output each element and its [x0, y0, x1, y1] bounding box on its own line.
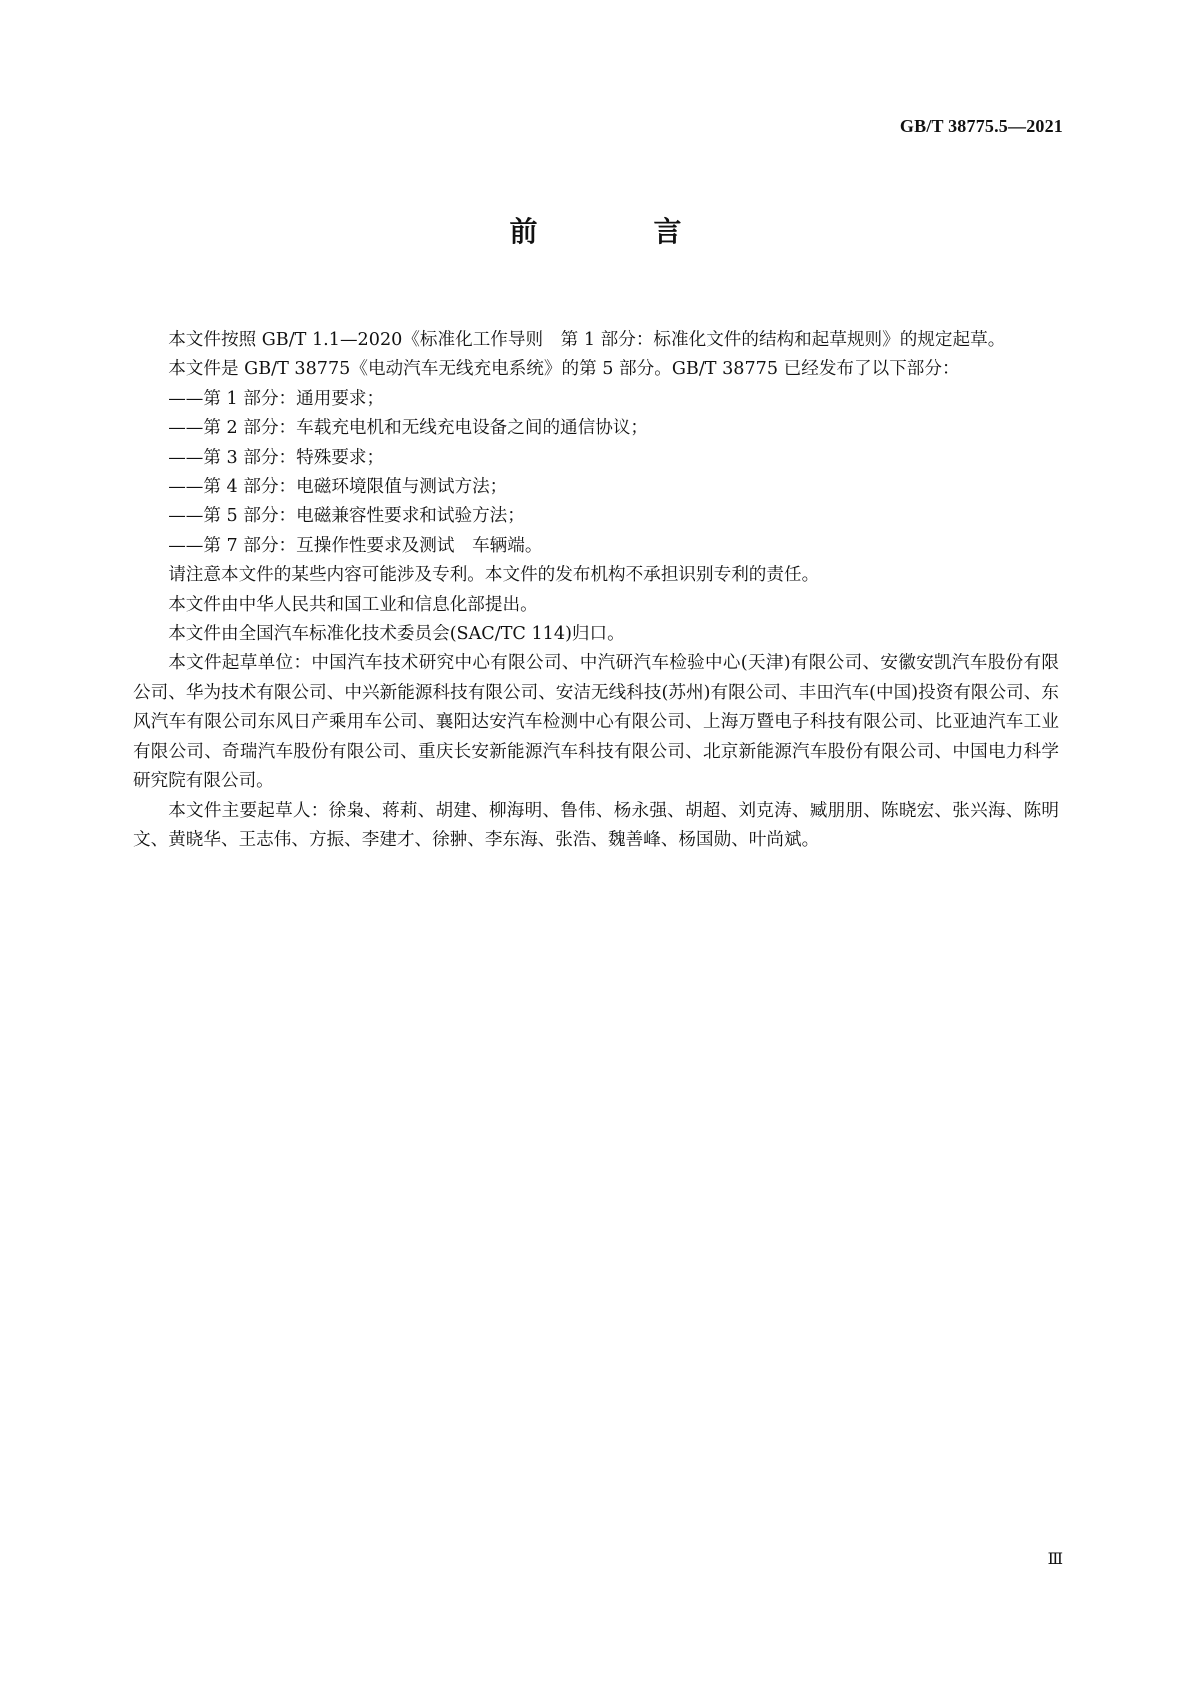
- document-body: [133, 326, 1059, 855]
- paragraph-patent-notice: 请注意本文件的某些内容可能涉及专利。本文件的发布机构不承担识别专利的责任。: [168, 565, 820, 586]
- list-item-part-2: ——第 2 部分：车载充电机和无线充电设备之间的通信协议；: [168, 418, 649, 439]
- paragraph-drafters: 本文件主要起草人：徐枭、蒋莉、胡建、柳海明、鲁伟、杨永强、胡超、刘克涛、臧朋朋、陈晓宏、张兴海、陈明文、黄晓华、王志伟、方振、李建才、徐翀、李东海、张浩、魏善峰、杨国勋、叶尚斌。: [133, 800, 1059, 850]
- paragraph-drafting-rules: 本文件按照 GB/T 1.1—2020《标准化工作导则 第 1 部分：标准化文件的结构和起草规则》的规定起草。: [168, 330, 1006, 350]
- list-item-part-1: ——第 1 部分：通用要求；: [168, 388, 385, 409]
- list-item-part-4: ——第 4 部分：电磁环境限值与测试方法；: [168, 477, 508, 498]
- paragraph-drafting-organizations: 本文件起草单位：中国汽车技术研究中心有限公司、中汽研汽车检验中心(天津)有限公司、安徽安凯汽车股份有限公司、华为技术有限公司、中兴新能源科技有限公司、安洁无线科技(苏州)有限公司、丰田汽车(中国)投资有限公司、东风汽车有限公司东风日产乘用车公司、襄阳达安汽车检测中心有限公司、上海万暨电子科技有限公司、比亚迪汽车工业有限公司、奇瑞汽车股份有限公司、重庆长安新能源汽车科技有限公司、北京新能源汽车股份有限公司、中国电力科学研究院有限公司。: [133, 653, 1059, 792]
- page-title: 前 言: [509, 215, 726, 248]
- paragraph-proposed-by: 本文件由中华人民共和国工业和信息化部提出。: [168, 594, 538, 615]
- page-number: Ⅲ: [1047, 1551, 1063, 1568]
- paragraph-managed-by: 本文件由全国汽车标准化技术委员会(SAC/TC 114)归口。: [168, 624, 625, 645]
- list-item-part-5: ——第 5 部分：电磁兼容性要求和试验方法；: [168, 506, 525, 527]
- standard-code: GB/T 38775.5—2021: [899, 116, 1063, 136]
- list-item-part-3: ——第 3 部分：特殊要求；: [168, 447, 385, 468]
- paragraph-series-intro: 本文件是 GB/T 38775《电动汽车无线充电系统》的第 5 部分。GB/T 38775 已经发布了以下部分：: [168, 359, 960, 380]
- list-item-part-7: ——第 7 部分：互操作性要求及测试 车辆端。: [168, 535, 543, 556]
